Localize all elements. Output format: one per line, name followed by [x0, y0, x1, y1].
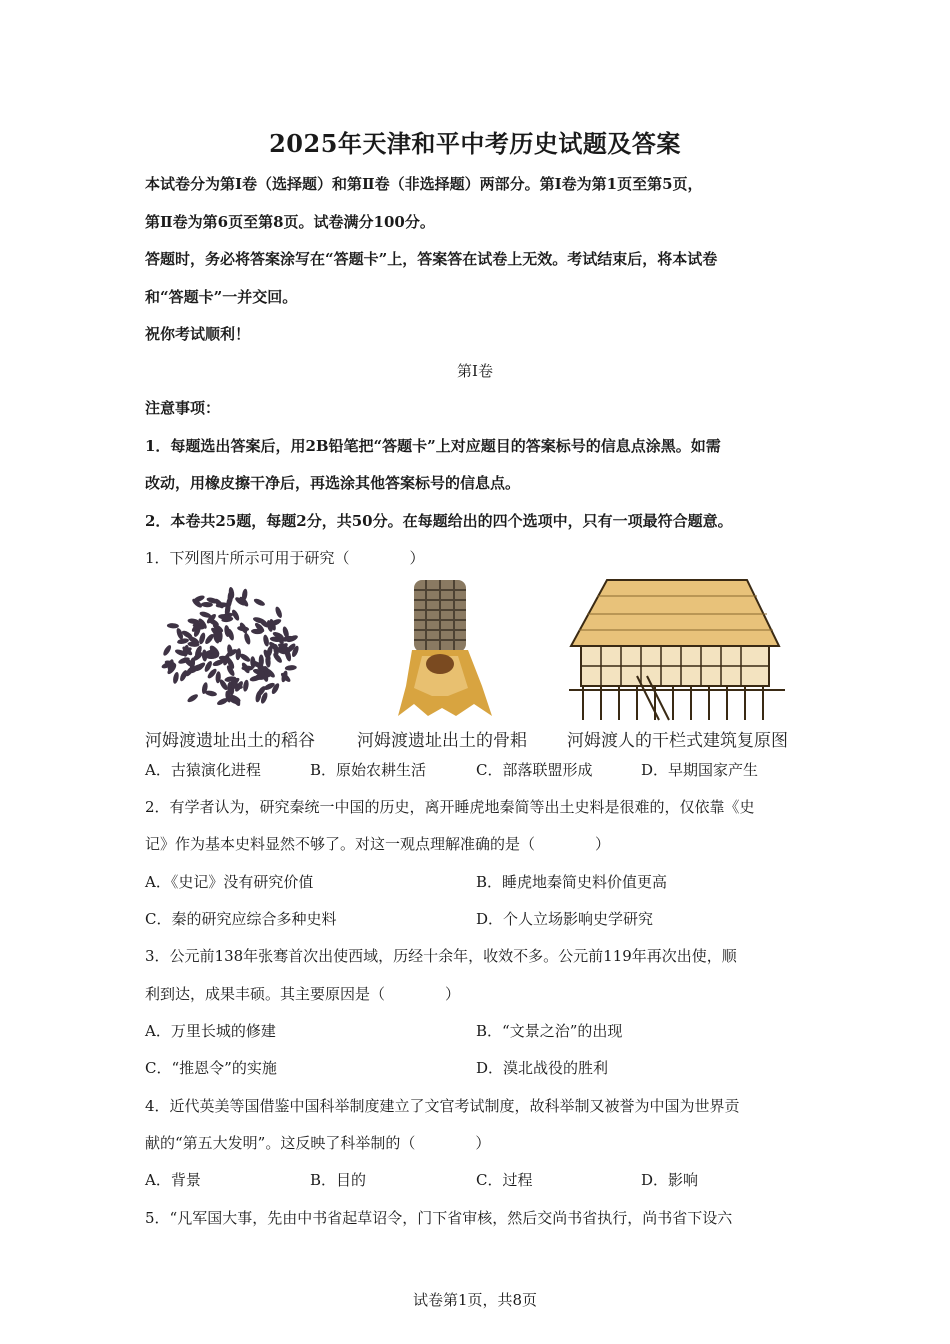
- question-2-stem-line-1: 2．有学者认为，研究秦统一中国的历史，离开睡虎地秦简等出土史料是很难的，仅依靠《史: [145, 798, 755, 816]
- intro-line-3: 答题时，务必将答案涂写在“答题卡”上，答案答在试卷上无效。考试结束后，将本试卷: [145, 250, 718, 268]
- note-line-1: 1．每题选出答案后，用2B铅笔把“答题卡”上对应题目的答案标号的信息点涂黑。如需: [145, 437, 721, 455]
- question-4-option-c[interactable]: C．过程: [476, 1171, 533, 1189]
- question-1-option-c[interactable]: C．部落联盟形成: [476, 761, 593, 779]
- rice-grain: [202, 649, 208, 661]
- intro-line-1: 本试卷分为第Ⅰ卷（选择题）和第Ⅱ卷（非选择题）两部分。第Ⅰ卷为第1页至第5页，: [145, 175, 703, 193]
- rice-grain: [167, 623, 179, 629]
- question-2-option-a[interactable]: A．《史记》没有研究价值: [145, 873, 314, 891]
- notes-heading: 注意事项：: [145, 399, 221, 417]
- question-4-stem-line-2: 献的“第五大发明”。这反映了科举制的（ ）: [145, 1134, 491, 1152]
- section-title: 第Ⅰ卷: [457, 362, 493, 380]
- question-1-option-d[interactable]: D．早期国家产生: [641, 761, 759, 779]
- intro-line-4: 和“答题卡”一并交回。: [145, 288, 298, 306]
- intro-line-5: 祝你考试顺利！: [145, 325, 251, 343]
- question-4-option-d[interactable]: D．影响: [641, 1171, 699, 1189]
- question-2-option-c[interactable]: C．秦的研究应综合多种史料: [145, 910, 337, 928]
- question-2-option-d[interactable]: D．个人立场影响史学研究: [476, 910, 654, 928]
- note-line-3: 2．本卷共25题，每题2分，共50分。在每题给出的四个选项中，只有一项最符合题意。: [145, 512, 733, 530]
- question-1-stem: 1．下列图片所示可用于研究（ ）: [145, 549, 425, 567]
- rice-grain: [172, 671, 180, 684]
- question-3-option-a[interactable]: A．万里长城的修建: [145, 1022, 276, 1040]
- question-3-stem-line-2: 利到达，成果丰硕。其主要原因是（ ）: [145, 985, 461, 1003]
- question-3-stem-line-1: 3．公元前138年张骞首次出使西域，历经十余年，收效不多。公元前119年再次出使，顺: [145, 947, 737, 965]
- rice-grain: [177, 638, 190, 645]
- rice-grain: [274, 606, 283, 619]
- rice-grain: [198, 632, 206, 645]
- question-2-option-b[interactable]: B．睡虎地秦简史料价值更高: [476, 873, 668, 891]
- question-4-option-b[interactable]: B．目的: [310, 1171, 367, 1189]
- stilt-house-illustration: [567, 576, 787, 724]
- question-2-stem-line-2: 记》作为基本史料显然不够了。对这一观点理解准确的是（ ）: [145, 835, 611, 853]
- rice-grains-illustration: [148, 578, 313, 723]
- rice-grain: [285, 665, 297, 671]
- figure-1-caption: 河姆渡遗址出土的稻谷: [145, 731, 315, 751]
- question-5-stem-line-1: 5．“凡军国大事，先由中书省起草诏令，门下省审核，然后交尚书省执行，尚书省下设六: [145, 1209, 733, 1227]
- rice-grain: [253, 597, 266, 607]
- note-line-2: 改动，用橡皮擦干净后，再选涂其他答案标号的信息点。: [145, 474, 521, 492]
- rice-grain: [262, 634, 269, 647]
- rice-grain: [186, 693, 199, 704]
- rice-grain: [242, 679, 249, 692]
- question-1-option-a[interactable]: A．古猿演化进程: [145, 761, 261, 779]
- question-1-option-b[interactable]: B．原始农耕生活: [310, 761, 427, 779]
- question-3-option-c[interactable]: C．“推恩令”的实施: [145, 1059, 277, 1077]
- figure-2-caption: 河姆渡遗址出土的骨耜: [357, 731, 527, 751]
- question-4-stem-line-1: 4．近代英美等国借鉴中国科举制度建立了文官考试制度，故科举制又被誉为中国为世界贡: [145, 1097, 740, 1115]
- rice-grain: [162, 644, 173, 657]
- page-footer: 试卷第1页，共8页: [412, 1291, 538, 1309]
- figure-3-caption: 河姆渡人的干栏式建筑复原图: [567, 731, 788, 751]
- page-title: 2025年天津和平中考历史试题及答案: [269, 129, 681, 158]
- question-4-option-a[interactable]: A．背景: [145, 1171, 201, 1189]
- bone-spade-illustration: [392, 576, 502, 726]
- question-3-option-b[interactable]: B．“文景之治”的出现: [476, 1022, 623, 1040]
- rice-grain: [243, 632, 251, 645]
- intro-line-2: 第Ⅱ卷为第6页至第8页。试卷满分100分。: [145, 213, 435, 231]
- question-3-option-d[interactable]: D．漠北战役的胜利: [476, 1059, 609, 1077]
